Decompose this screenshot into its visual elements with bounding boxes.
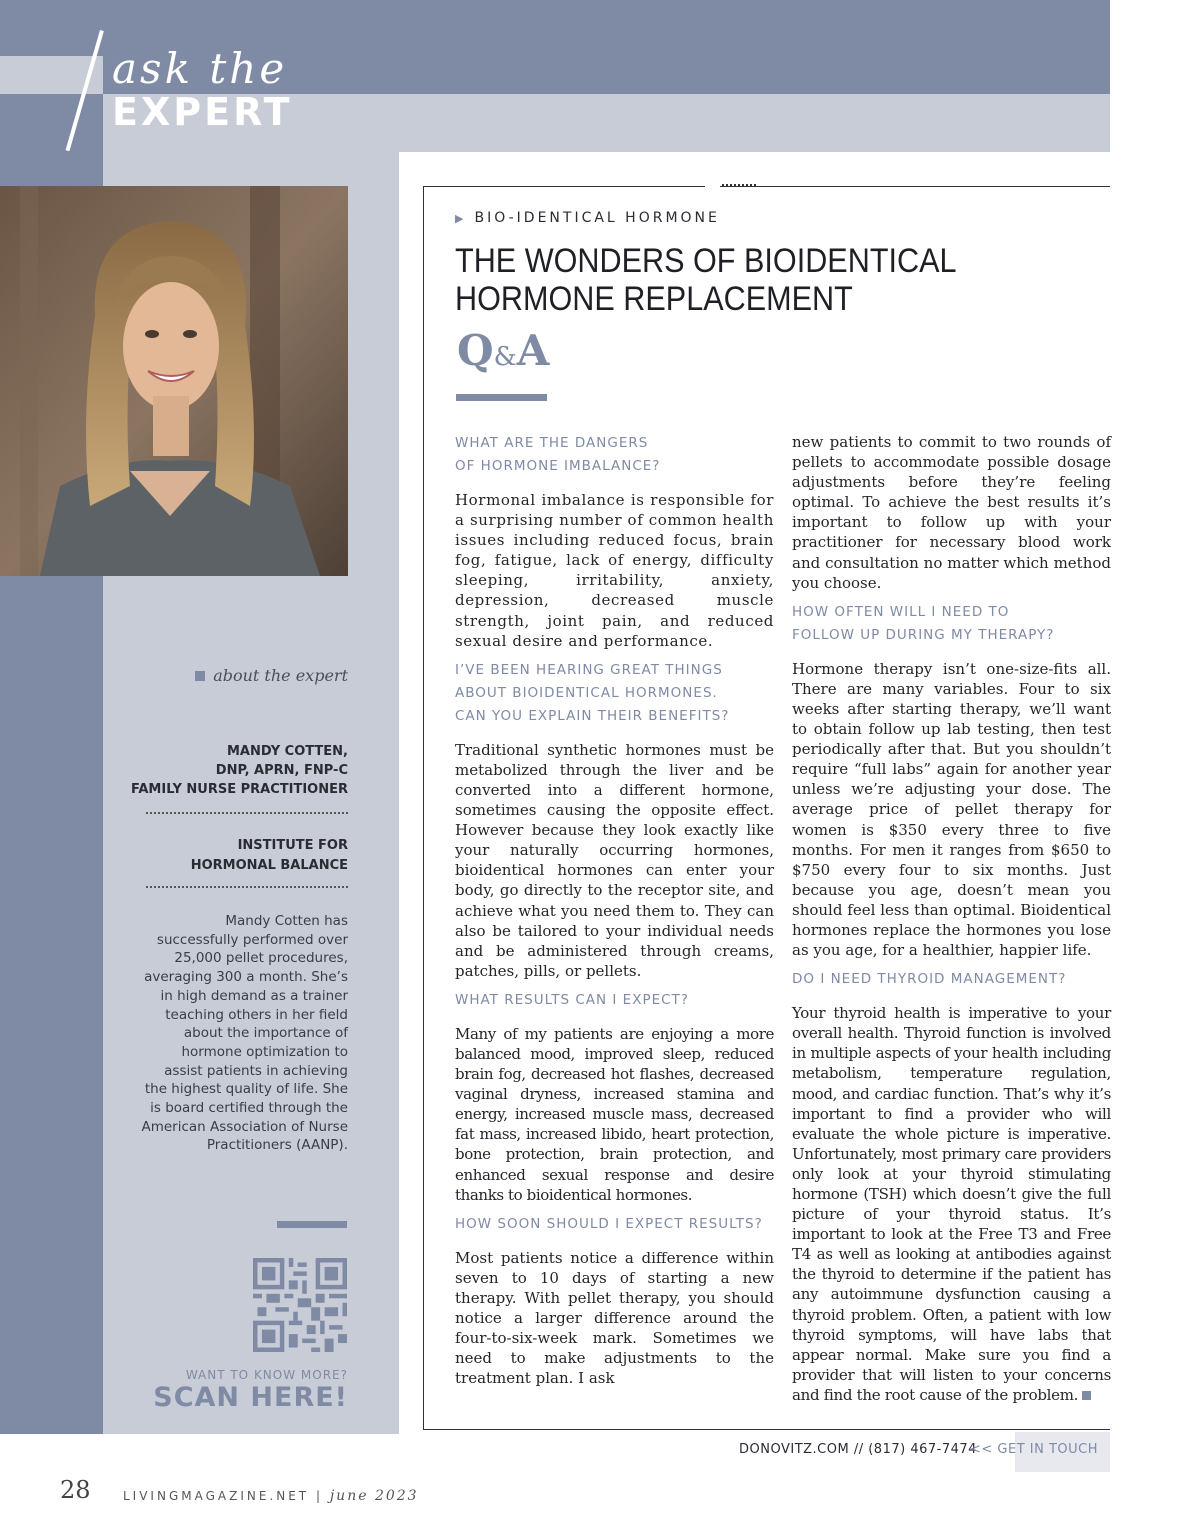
dotted-divider [146, 812, 348, 814]
frame-dots [722, 184, 756, 186]
answer-paragraph: Your thyroid health is imperative to your overall health. Thyroid function is involved in multiple aspects of your health including metabolism, temperature regulation, mood, and cardiac function. That’s why it’s important to find a provider who will evaluate the whole picture is imperative. Unfortunately, most primary care providers only look at your thyroid stimulating hormone (TSH) which doesn’t give the full picture of your thyroid status. It’s important to look at the Free T3 and Free T4 as well as looking at antibodies against the thyroid to determine if the patient has any autoimmune dysfunction causing a thyroid problem. Often, a patient with low thyroid symptoms, will have labs that appear normal. Make sure you find a provider that will listen to your concerns and find the root cause of the problem. [792, 1004, 1111, 1404]
get-in-touch-link[interactable]: << GET IN TOUCH [970, 1442, 1099, 1457]
magazine-site: LIVINGMAGAZINE.NET | june 2023 [123, 1488, 419, 1504]
dotted-divider [146, 886, 348, 888]
answer-paragraph-continued: new patients to commit to two rounds of pellets to accommodate possible dosage adjustments before they’re feeling optimal. To achieve the best results it’s important to follow up with your practitioner for necessary blood work and consultation no matter which method you choose. [792, 433, 1111, 592]
question-heading: HOW OFTEN WILL I NEED TO FOLLOW UP DURING MY THERAPY? [792, 603, 1055, 643]
expert-bio: Mandy Cotten has successfully performed over 25,000 pellet procedures, averaging 300 a month. She’s in high demand as a trainer teaching others in her field about the importance of hormone optimization to assist patients in achieving the highest quality of life. She is board certified through the American Association of Nurse Practitioners (AANP). [141, 913, 348, 1154]
qa-label: Q&A [457, 326, 550, 375]
qr-code-image [253, 1258, 347, 1352]
answer-paragraph: Many of my patients are enjoying a more balanced mood, improved sleep, reduced brain fog, decreased hot flashes, decreased vaginal dryness, increased stamina and energy, increased muscle mass, decreased fat mass, increased libido, heart protection, bone protection, brain protection, and enhanced sexual response and desire thanks to bioidentical hormones. [455, 1024, 774, 1204]
accent-bar [277, 1221, 347, 1228]
section-title-expert: EXPERT [112, 90, 293, 134]
square-bullet-icon [195, 671, 205, 681]
answer-paragraph: Most patients notice a difference within seven to 10 days of starting a new therapy. With pellet therapy, you should notice a larger difference around the four-to-six-week mark. Sometimes we need to make adjustments to the treatment plan. I ask [455, 1248, 774, 1388]
article-column-right [792, 432, 1111, 1413]
institute-name: INSTITUTE FOR HORMONAL BALANCE [190, 838, 348, 873]
expert-name: MANDY COTTEN, DNP, APRN, FNP-C FAMILY NURSE PRACTITIONER [130, 744, 348, 797]
answer-paragraph: Hormone therapy isn’t one-size-fits all. There are many variables. Four to six weeks after starting therapy, we’ll want to obtain follow up lab testing, then test periodically after that. But you shouldn’t require “full labs” again for another year unless we’re adjusting your dose. The average price of pellet therapy for women is $350 every three to five months. For men it ranges from $650 to $750 every four to six months. Just because you age, doesn’t mean you should feel less than optimal. Bioidentical hormones replace the hormones you lose as you age, for a healthier, happier life. [792, 659, 1111, 960]
about-expert-label: about the expert [150, 666, 348, 685]
article-headline: THE WONDERS OF BIOIDENTICAL HORMONE REPLACEMENT [455, 242, 957, 318]
section-title-ask: ask the [112, 44, 288, 93]
contact-info[interactable]: DONOVITZ.COM // (817) 467-7474 [739, 1442, 977, 1457]
question-heading: WHAT ARE THE DANGERS OF HORMONE IMBALANCE? [455, 435, 661, 474]
portrait-image [0, 186, 348, 576]
expert-photo [0, 186, 348, 576]
question-heading: I’VE BEEN HEARING GREAT THINGS ABOUT BIOIDENTICAL HORMONES. CAN YOU EXPLAIN THEIR BENEFITS? [455, 661, 730, 724]
want-to-know-more-label: WANT TO KNOW MORE? [185, 1368, 348, 1382]
frame-gap [705, 183, 720, 189]
triangle-right-icon: ▶ [455, 212, 467, 225]
question-heading: WHAT RESULTS CAN I EXPECT? [455, 991, 689, 1008]
article-kicker: ▶ BIO-IDENTICAL HORMONE [455, 210, 720, 226]
answer-paragraph: Traditional synthetic hormones must be metabolized through the liver and be converted into a different hormone, sometimes causing the opposite effect. However because they look exactly like your naturally occurring hormones, bioidentical hormones can enter your body, go directly to the receptor site, and achieve what you need them to. They can also be tailored to your individual needs and be administered through creams, patches, pills, or pellets. [455, 740, 774, 980]
question-heading: HOW SOON SHOULD I EXPECT RESULTS? [455, 1215, 763, 1232]
qr-code-icon[interactable] [253, 1258, 347, 1352]
scan-here-label: SCAN HERE! [153, 1382, 348, 1413]
answer-paragraph: Hormonal imbalance is responsible for a surprising number of common health issues including reduced focus, brain fog, fatigue, lack of energy, difficulty sleeping, irritability, anxiety, depression, decreased muscle strength, joint pain, and reduced sexual desire and performance. [455, 491, 774, 650]
end-mark-icon [1082, 1391, 1091, 1400]
question-heading: DO I NEED THYROID MANAGEMENT? [792, 971, 1067, 988]
accent-bar [456, 394, 547, 401]
article-column-left [455, 432, 774, 1396]
page-number: 28 [60, 1476, 91, 1504]
